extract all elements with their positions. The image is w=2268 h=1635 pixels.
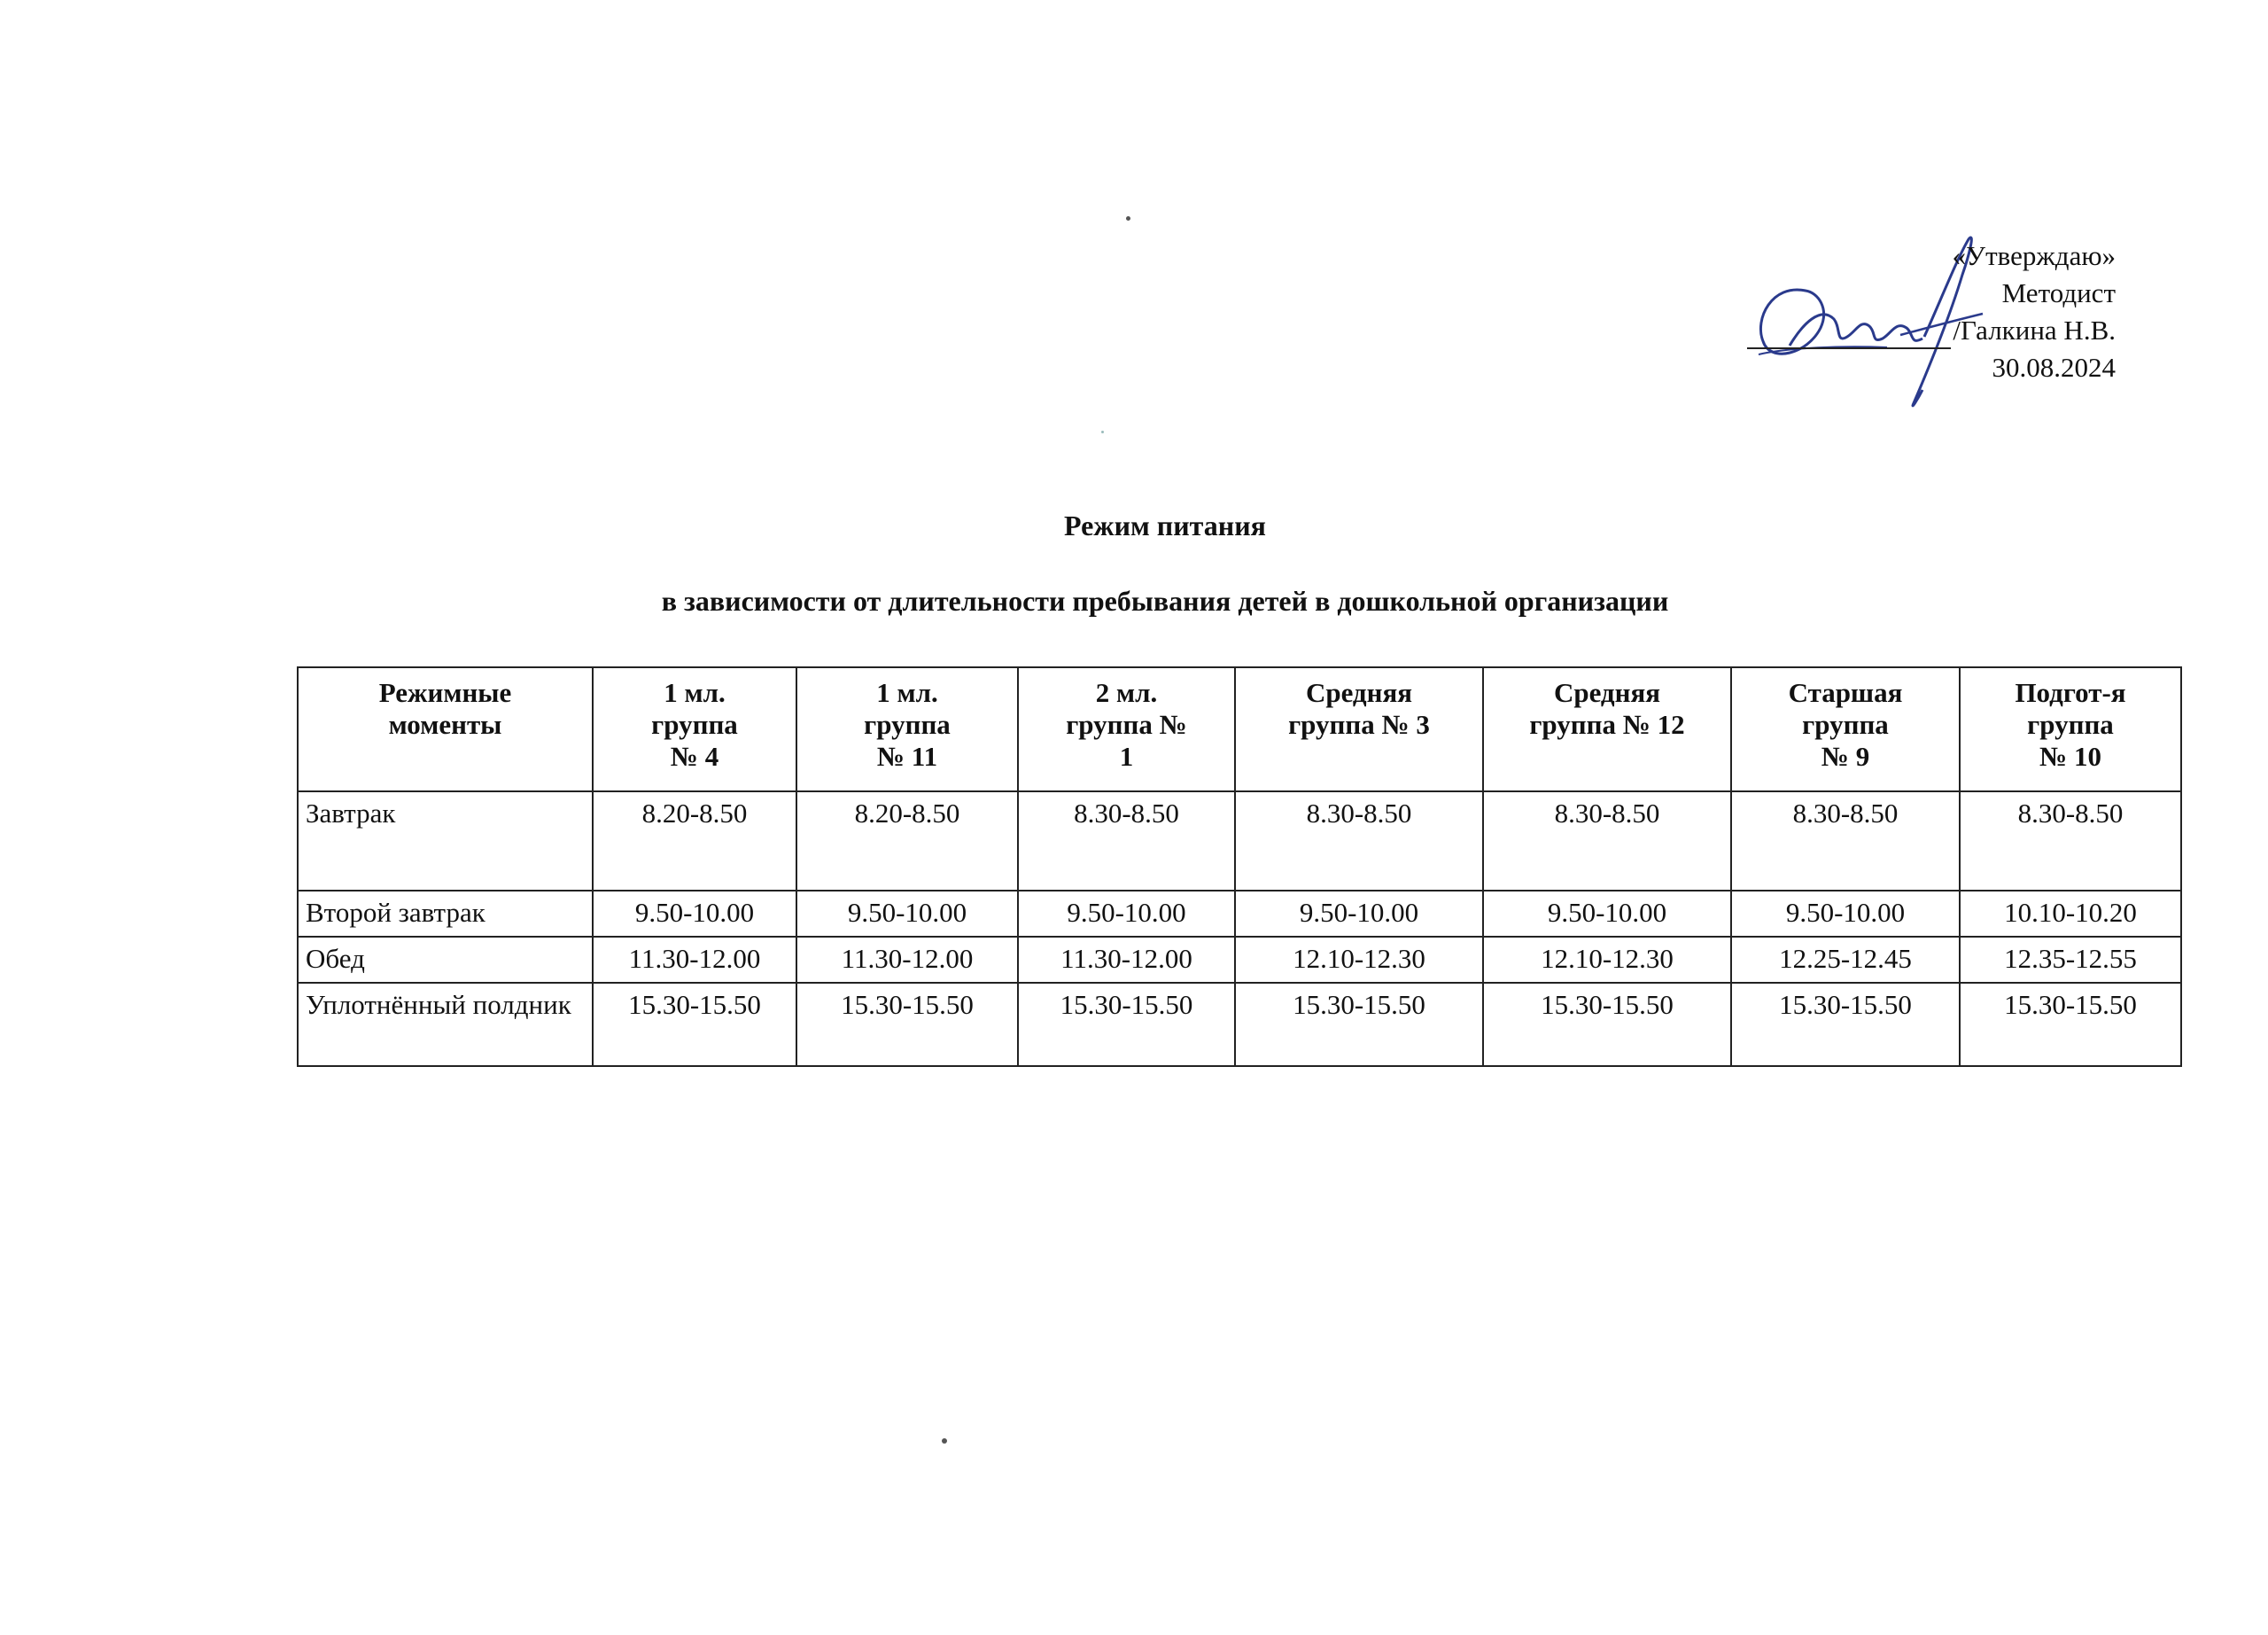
approval-date: 30.08.2024 — [1992, 352, 2116, 383]
time-cell: 15.30-15.50 — [796, 983, 1018, 1066]
header-cell-group: Подгот-я группа № 10 — [1960, 667, 2181, 791]
time-cell: 12.10-12.30 — [1483, 937, 1731, 983]
approval-position: Методист — [2001, 277, 2116, 308]
time-cell: 12.25-12.45 — [1731, 937, 1960, 983]
time-cell: 8.30-8.50 — [1235, 791, 1483, 891]
header-cell-group: 2 мл. группа № 1 — [1018, 667, 1235, 791]
row-label: Уплотнённый полдник — [298, 983, 593, 1066]
time-cell: 8.30-8.50 — [1018, 791, 1235, 891]
approval-heading: «Утверждаю» — [1952, 240, 2116, 271]
header-cell-regime: Режимные моменты — [298, 667, 593, 791]
approval-signatory: /Галкина Н.В. — [1747, 312, 2116, 349]
time-cell: 9.50-10.00 — [1018, 891, 1235, 937]
time-cell: 8.20-8.50 — [796, 791, 1018, 891]
time-cell: 8.30-8.50 — [1483, 791, 1731, 891]
time-cell: 8.30-8.50 — [1960, 791, 2181, 891]
meal-schedule-table — [297, 666, 2182, 1067]
table-row — [298, 937, 2181, 983]
time-cell: 8.30-8.50 — [1731, 791, 1960, 891]
signature-line — [1747, 321, 1951, 349]
time-cell: 11.30-12.00 — [593, 937, 796, 983]
time-cell: 9.50-10.00 — [1235, 891, 1483, 937]
table-row — [298, 983, 2181, 1066]
table-row — [298, 891, 2181, 937]
table-header-row — [298, 667, 2181, 791]
time-cell: 9.50-10.00 — [1731, 891, 1960, 937]
scan-speck — [1101, 431, 1104, 433]
time-cell: 15.30-15.50 — [1960, 983, 2181, 1066]
time-cell: 12.10-12.30 — [1235, 937, 1483, 983]
row-label: Обед — [298, 937, 593, 983]
header-cell-group: 1 мл. группа № 11 — [796, 667, 1018, 791]
time-cell: 15.30-15.50 — [1235, 983, 1483, 1066]
table-row — [298, 791, 2181, 891]
time-cell: 15.30-15.50 — [1731, 983, 1960, 1066]
time-cell: 9.50-10.00 — [593, 891, 796, 937]
time-cell: 12.35-12.55 — [1960, 937, 2181, 983]
header-cell-group: 1 мл. группа № 4 — [593, 667, 796, 791]
header-cell-group: Средняя группа № 3 — [1235, 667, 1483, 791]
time-cell: 11.30-12.00 — [796, 937, 1018, 983]
time-cell: 15.30-15.50 — [1018, 983, 1235, 1066]
document-subtitle: в зависимости от длительности пребывания детей в дошкольной организации — [661, 585, 1669, 617]
header-cell-group: Старшая группа № 9 — [1731, 667, 1960, 791]
approval-block — [1747, 237, 2116, 386]
scan-speck — [942, 1438, 947, 1444]
scan-speck — [1126, 216, 1130, 221]
time-cell: 9.50-10.00 — [796, 891, 1018, 937]
header-cell-group: Средняя группа № 12 — [1483, 667, 1731, 791]
document-title: Режим питания — [1064, 510, 1266, 541]
time-cell: 8.20-8.50 — [593, 791, 796, 891]
row-label: Второй завтрак — [298, 891, 593, 937]
time-cell: 15.30-15.50 — [593, 983, 796, 1066]
time-cell: 15.30-15.50 — [1483, 983, 1731, 1066]
approval-name: Галкина Н.В. — [1961, 315, 2116, 346]
time-cell: 9.50-10.00 — [1483, 891, 1731, 937]
time-cell: 11.30-12.00 — [1018, 937, 1235, 983]
time-cell: 10.10-10.20 — [1960, 891, 2181, 937]
row-label: Завтрак — [298, 791, 593, 891]
